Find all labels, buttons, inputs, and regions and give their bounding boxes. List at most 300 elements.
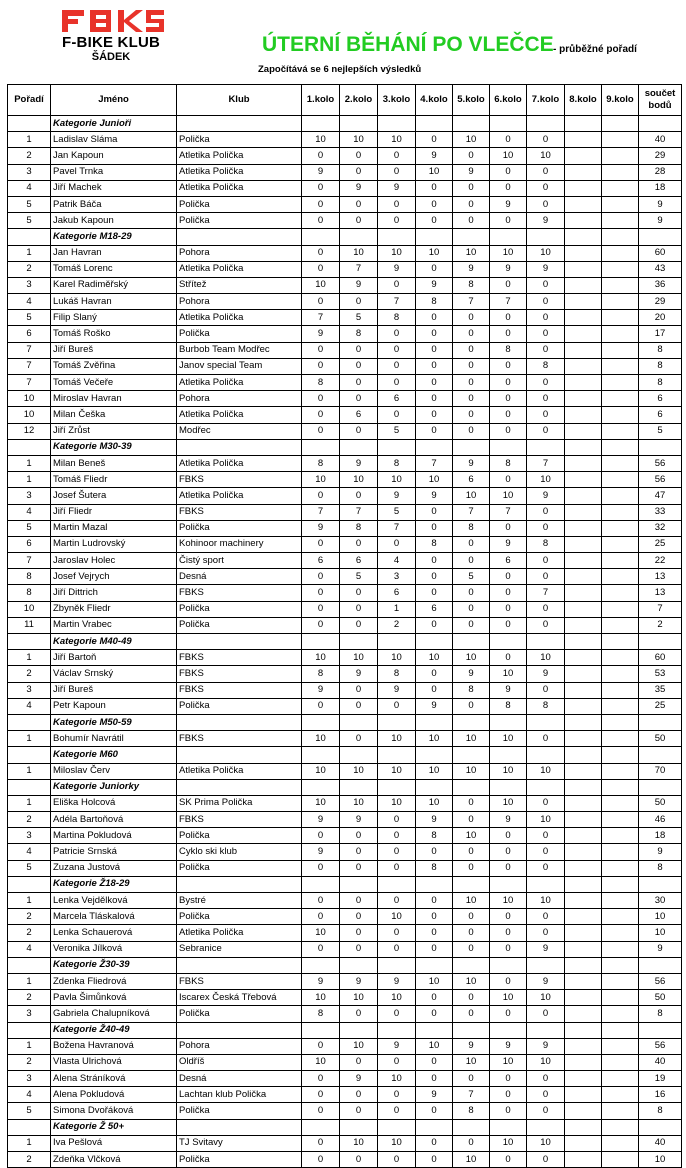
cell-name: Lenka Schauerová bbox=[51, 925, 177, 941]
cell-round-1: 0 bbox=[302, 148, 340, 164]
cell-club: Pohora bbox=[177, 391, 302, 407]
cell-round-3: 0 bbox=[378, 925, 416, 941]
cell-rank: 3 bbox=[8, 682, 51, 698]
cell-round-6: 0 bbox=[490, 277, 527, 293]
cell-round-3: 0 bbox=[378, 407, 416, 423]
cell-round-3: 0 bbox=[378, 1054, 416, 1070]
cell-round-4: 7 bbox=[416, 455, 453, 471]
category-empty-cell bbox=[565, 1119, 602, 1135]
cell-round-5: 0 bbox=[453, 310, 490, 326]
cell-round-1: 0 bbox=[302, 860, 340, 876]
category-empty-cell bbox=[177, 876, 302, 892]
table-row bbox=[8, 731, 682, 747]
cell-round-4: 6 bbox=[416, 601, 453, 617]
category-header-row bbox=[8, 876, 682, 892]
category-empty-cell bbox=[378, 779, 416, 795]
cell-round-9 bbox=[602, 860, 639, 876]
cell-round-1: 0 bbox=[302, 423, 340, 439]
cell-round-3: 1 bbox=[378, 601, 416, 617]
cell-rank: 5 bbox=[8, 520, 51, 536]
category-empty-cell bbox=[565, 116, 602, 132]
cell-round-4: 9 bbox=[416, 488, 453, 504]
table-row bbox=[8, 569, 682, 585]
category-empty-cell bbox=[602, 1119, 639, 1135]
cell-total: 56 bbox=[639, 472, 682, 488]
cell-round-1: 10 bbox=[302, 990, 340, 1006]
cell-club: Polička bbox=[177, 213, 302, 229]
category-empty-cell bbox=[490, 116, 527, 132]
category-empty-cell bbox=[378, 1022, 416, 1038]
cell-round-7: 0 bbox=[527, 731, 565, 747]
cell-round-6: 10 bbox=[490, 731, 527, 747]
cell-round-3: 0 bbox=[378, 536, 416, 552]
cell-rank: 6 bbox=[8, 326, 51, 342]
cell-round-5: 10 bbox=[453, 973, 490, 989]
cell-rank: 1 bbox=[8, 795, 51, 811]
cell-total: 8 bbox=[639, 860, 682, 876]
cell-round-7: 0 bbox=[527, 1152, 565, 1168]
category-empty-cell bbox=[490, 1022, 527, 1038]
cell-round-4: 0 bbox=[416, 1071, 453, 1087]
cell-round-6: 0 bbox=[490, 973, 527, 989]
cell-total: 8 bbox=[639, 375, 682, 391]
cell-round-9 bbox=[602, 261, 639, 277]
cell-round-8 bbox=[565, 569, 602, 585]
category-empty-cell bbox=[340, 747, 378, 763]
category-empty-cell bbox=[416, 876, 453, 892]
cell-round-6: 9 bbox=[490, 536, 527, 552]
cell-round-4: 8 bbox=[416, 860, 453, 876]
cell-round-6: 0 bbox=[490, 1006, 527, 1022]
cell-round-3: 6 bbox=[378, 585, 416, 601]
cell-round-4: 0 bbox=[416, 1103, 453, 1119]
table-row bbox=[8, 909, 682, 925]
table-row bbox=[8, 375, 682, 391]
category-empty-cell bbox=[565, 634, 602, 650]
cell-name: Zuzana Justová bbox=[51, 860, 177, 876]
cell-round-3: 10 bbox=[378, 1071, 416, 1087]
cell-round-4: 9 bbox=[416, 1087, 453, 1103]
cell-round-4: 0 bbox=[416, 358, 453, 374]
cell-club: Atletika Polička bbox=[177, 180, 302, 196]
category-empty-cell bbox=[453, 957, 490, 973]
cell-round-1: 8 bbox=[302, 666, 340, 682]
cell-round-4: 0 bbox=[416, 553, 453, 569]
cell-round-5: 0 bbox=[453, 925, 490, 941]
cell-total: 70 bbox=[639, 763, 682, 779]
category-empty-cell bbox=[639, 1119, 682, 1135]
cell-round-3: 0 bbox=[378, 326, 416, 342]
cell-round-3: 2 bbox=[378, 617, 416, 633]
cell-rank: 5 bbox=[8, 860, 51, 876]
cell-round-1: 0 bbox=[302, 601, 340, 617]
cell-round-5: 0 bbox=[453, 342, 490, 358]
cell-round-1: 0 bbox=[302, 828, 340, 844]
cell-round-3: 0 bbox=[378, 1006, 416, 1022]
cell-round-4: 0 bbox=[416, 1006, 453, 1022]
cell-name: Martin Mazal bbox=[51, 520, 177, 536]
cell-round-9 bbox=[602, 1071, 639, 1087]
cell-round-1: 0 bbox=[302, 213, 340, 229]
cell-name: Eliška Holcová bbox=[51, 795, 177, 811]
cell-round-8 bbox=[565, 617, 602, 633]
category-rank-cell bbox=[8, 779, 51, 795]
cell-rank: 7 bbox=[8, 342, 51, 358]
cell-club: Polička bbox=[177, 326, 302, 342]
cell-round-2: 0 bbox=[340, 148, 378, 164]
cell-round-9 bbox=[602, 1103, 639, 1119]
col-header-name: Jméno bbox=[51, 85, 177, 116]
cell-round-3: 4 bbox=[378, 553, 416, 569]
category-label: Kategorie Juniorky bbox=[51, 779, 177, 795]
table-row bbox=[8, 844, 682, 860]
cell-round-7: 10 bbox=[527, 1135, 565, 1151]
cell-round-3: 10 bbox=[378, 909, 416, 925]
category-label: Kategorie Ž40-49 bbox=[51, 1022, 177, 1038]
cell-name: Martina Pokludová bbox=[51, 828, 177, 844]
cell-round-5: 10 bbox=[453, 828, 490, 844]
cell-round-8 bbox=[565, 666, 602, 682]
cell-club: Atletika Polička bbox=[177, 407, 302, 423]
cell-round-5: 6 bbox=[453, 472, 490, 488]
col-header-round-9: 9.kolo bbox=[602, 85, 639, 116]
cell-round-6: 0 bbox=[490, 650, 527, 666]
cell-round-8 bbox=[565, 472, 602, 488]
cell-round-4: 0 bbox=[416, 941, 453, 957]
cell-round-3: 10 bbox=[378, 132, 416, 148]
cell-round-2: 0 bbox=[340, 617, 378, 633]
category-empty-cell bbox=[177, 747, 302, 763]
cell-round-8 bbox=[565, 455, 602, 471]
cell-round-7: 0 bbox=[527, 196, 565, 212]
cell-round-5: 0 bbox=[453, 941, 490, 957]
cell-total: 6 bbox=[639, 391, 682, 407]
cell-round-3: 9 bbox=[378, 180, 416, 196]
cell-round-8 bbox=[565, 812, 602, 828]
cell-round-5: 9 bbox=[453, 455, 490, 471]
cell-round-9 bbox=[602, 407, 639, 423]
category-header-row bbox=[8, 957, 682, 973]
cell-club: Sebranice bbox=[177, 941, 302, 957]
cell-round-8 bbox=[565, 990, 602, 1006]
cell-club: Polička bbox=[177, 909, 302, 925]
cell-round-8 bbox=[565, 261, 602, 277]
cell-round-2: 9 bbox=[340, 1071, 378, 1087]
cell-round-7: 7 bbox=[527, 585, 565, 601]
col-header-round-4: 4.kolo bbox=[416, 85, 453, 116]
cell-round-9 bbox=[602, 310, 639, 326]
cell-round-6: 9 bbox=[490, 682, 527, 698]
cell-round-3: 0 bbox=[378, 148, 416, 164]
cell-round-9 bbox=[602, 941, 639, 957]
table-row bbox=[8, 1038, 682, 1054]
cell-round-5: 0 bbox=[453, 196, 490, 212]
category-empty-cell bbox=[453, 634, 490, 650]
cell-round-1: 9 bbox=[302, 682, 340, 698]
col-header-round-3: 3.kolo bbox=[378, 85, 416, 116]
page-title: ÚTERNÍ BĚHÁNÍ PO VLEČCE bbox=[262, 33, 554, 56]
table-row bbox=[8, 1103, 682, 1119]
cell-round-7: 0 bbox=[527, 423, 565, 439]
cell-round-2: 0 bbox=[340, 925, 378, 941]
cell-round-3: 3 bbox=[378, 569, 416, 585]
cell-round-3: 0 bbox=[378, 375, 416, 391]
cell-round-1: 0 bbox=[302, 196, 340, 212]
cell-club: Atletika Polička bbox=[177, 488, 302, 504]
cell-round-1: 10 bbox=[302, 1054, 340, 1070]
cell-name: Lenka Vejdělková bbox=[51, 893, 177, 909]
table-row bbox=[8, 310, 682, 326]
category-empty-cell bbox=[639, 634, 682, 650]
cell-name: Božena Havranová bbox=[51, 1038, 177, 1054]
cell-total: 17 bbox=[639, 326, 682, 342]
cell-round-1: 0 bbox=[302, 909, 340, 925]
cell-club: Atletika Polička bbox=[177, 925, 302, 941]
cell-round-2: 0 bbox=[340, 844, 378, 860]
cell-round-5: 0 bbox=[453, 423, 490, 439]
cell-round-8 bbox=[565, 925, 602, 941]
cell-total: 8 bbox=[639, 1006, 682, 1022]
category-empty-cell bbox=[565, 1022, 602, 1038]
category-empty-cell bbox=[378, 116, 416, 132]
cell-round-2: 0 bbox=[340, 585, 378, 601]
cell-round-2: 0 bbox=[340, 1006, 378, 1022]
cell-round-6: 10 bbox=[490, 1054, 527, 1070]
cell-round-6: 10 bbox=[490, 488, 527, 504]
table-row bbox=[8, 132, 682, 148]
cell-total: 33 bbox=[639, 504, 682, 520]
category-label: Kategorie M18-29 bbox=[51, 229, 177, 245]
cell-rank: 4 bbox=[8, 504, 51, 520]
cell-round-5: 8 bbox=[453, 277, 490, 293]
cell-round-6: 0 bbox=[490, 1087, 527, 1103]
cell-round-1: 0 bbox=[302, 617, 340, 633]
cell-round-2: 7 bbox=[340, 261, 378, 277]
cell-round-7: 10 bbox=[527, 812, 565, 828]
cell-round-3: 0 bbox=[378, 213, 416, 229]
cell-round-8 bbox=[565, 763, 602, 779]
cell-club: FBKS bbox=[177, 585, 302, 601]
cell-name: Jiří Bartoň bbox=[51, 650, 177, 666]
category-empty-cell bbox=[177, 229, 302, 245]
table-row bbox=[8, 1135, 682, 1151]
category-empty-cell bbox=[453, 779, 490, 795]
category-empty-cell bbox=[527, 439, 565, 455]
category-empty-cell bbox=[302, 229, 340, 245]
cell-round-1: 7 bbox=[302, 310, 340, 326]
cell-round-8 bbox=[565, 407, 602, 423]
cell-round-9 bbox=[602, 698, 639, 714]
cell-round-2: 0 bbox=[340, 488, 378, 504]
cell-round-2: 9 bbox=[340, 973, 378, 989]
cell-round-2: 0 bbox=[340, 391, 378, 407]
cell-name: Filip Slaný bbox=[51, 310, 177, 326]
cell-round-4: 0 bbox=[416, 342, 453, 358]
cell-total: 43 bbox=[639, 261, 682, 277]
cell-round-6: 10 bbox=[490, 893, 527, 909]
cell-club: Polička bbox=[177, 1103, 302, 1119]
cell-round-5: 0 bbox=[453, 213, 490, 229]
cell-round-4: 9 bbox=[416, 698, 453, 714]
cell-round-6: 10 bbox=[490, 245, 527, 261]
cell-round-5: 5 bbox=[453, 569, 490, 585]
table-row bbox=[8, 763, 682, 779]
cell-round-2: 0 bbox=[340, 196, 378, 212]
cell-round-7: 9 bbox=[527, 973, 565, 989]
category-empty-cell bbox=[302, 714, 340, 730]
cell-round-1: 10 bbox=[302, 925, 340, 941]
cell-round-9 bbox=[602, 682, 639, 698]
cell-round-4: 0 bbox=[416, 682, 453, 698]
cell-round-1: 0 bbox=[302, 536, 340, 552]
cell-round-8 bbox=[565, 828, 602, 844]
cell-round-5: 0 bbox=[453, 148, 490, 164]
cell-rank: 1 bbox=[8, 245, 51, 261]
cell-round-7: 0 bbox=[527, 326, 565, 342]
category-empty-cell bbox=[302, 634, 340, 650]
cell-club: Bystré bbox=[177, 893, 302, 909]
cell-round-6: 0 bbox=[490, 423, 527, 439]
cell-round-4: 0 bbox=[416, 132, 453, 148]
table-row bbox=[8, 698, 682, 714]
cell-round-8 bbox=[565, 731, 602, 747]
cell-round-4: 0 bbox=[416, 990, 453, 1006]
category-empty-cell bbox=[639, 957, 682, 973]
table-row bbox=[8, 148, 682, 164]
category-empty-cell bbox=[340, 1119, 378, 1135]
cell-round-3: 10 bbox=[378, 472, 416, 488]
cell-round-5: 10 bbox=[453, 650, 490, 666]
cell-round-1: 0 bbox=[302, 1135, 340, 1151]
cell-total: 9 bbox=[639, 213, 682, 229]
cell-round-6: 0 bbox=[490, 132, 527, 148]
cell-club: Pohora bbox=[177, 294, 302, 310]
cell-name: Alena Stráníková bbox=[51, 1071, 177, 1087]
cell-club: Pohora bbox=[177, 245, 302, 261]
cell-round-4: 0 bbox=[416, 844, 453, 860]
table-row bbox=[8, 1152, 682, 1168]
cell-round-5: 0 bbox=[453, 326, 490, 342]
cell-round-2: 0 bbox=[340, 342, 378, 358]
cell-total: 8 bbox=[639, 358, 682, 374]
cell-round-3: 0 bbox=[378, 1103, 416, 1119]
category-rank-cell bbox=[8, 957, 51, 973]
table-row bbox=[8, 601, 682, 617]
cell-round-7: 9 bbox=[527, 666, 565, 682]
cell-name: Marcela Tláskalová bbox=[51, 909, 177, 925]
cell-round-4: 8 bbox=[416, 294, 453, 310]
cell-total: 53 bbox=[639, 666, 682, 682]
cell-round-1: 10 bbox=[302, 795, 340, 811]
cell-round-2: 0 bbox=[340, 731, 378, 747]
cell-round-5: 10 bbox=[453, 1054, 490, 1070]
category-empty-cell bbox=[527, 779, 565, 795]
cell-club: Iscarex Česká Třebová bbox=[177, 990, 302, 1006]
cell-round-5: 8 bbox=[453, 520, 490, 536]
cell-round-8 bbox=[565, 132, 602, 148]
cell-total: 60 bbox=[639, 245, 682, 261]
table-row bbox=[8, 358, 682, 374]
cell-total: 30 bbox=[639, 893, 682, 909]
category-header-row bbox=[8, 779, 682, 795]
cell-rank: 8 bbox=[8, 585, 51, 601]
cell-round-6: 0 bbox=[490, 164, 527, 180]
cell-round-1: 0 bbox=[302, 585, 340, 601]
category-empty-cell bbox=[302, 876, 340, 892]
cell-round-1: 0 bbox=[302, 1152, 340, 1168]
cell-club: Atletika Polička bbox=[177, 455, 302, 471]
cell-total: 56 bbox=[639, 973, 682, 989]
category-rank-cell bbox=[8, 1119, 51, 1135]
cell-round-6: 9 bbox=[490, 812, 527, 828]
cell-round-7: 0 bbox=[527, 617, 565, 633]
cell-round-4: 0 bbox=[416, 1054, 453, 1070]
cell-round-9 bbox=[602, 617, 639, 633]
cell-round-7: 0 bbox=[527, 407, 565, 423]
cell-round-8 bbox=[565, 1054, 602, 1070]
category-empty-cell bbox=[453, 747, 490, 763]
col-header-rank: Pořadí bbox=[8, 85, 51, 116]
cell-round-9 bbox=[602, 536, 639, 552]
cell-rank: 1 bbox=[8, 1038, 51, 1054]
cell-round-3: 7 bbox=[378, 520, 416, 536]
table-row bbox=[8, 164, 682, 180]
cell-round-3: 9 bbox=[378, 973, 416, 989]
cell-total: 7 bbox=[639, 601, 682, 617]
table-row bbox=[8, 213, 682, 229]
cell-total: 40 bbox=[639, 1135, 682, 1151]
table-row bbox=[8, 860, 682, 876]
category-empty-cell bbox=[177, 779, 302, 795]
cell-club: Polička bbox=[177, 860, 302, 876]
cell-round-8 bbox=[565, 1135, 602, 1151]
col-header-round-6: 6.kolo bbox=[490, 85, 527, 116]
cell-club: FBKS bbox=[177, 666, 302, 682]
cell-round-5: 0 bbox=[453, 990, 490, 1006]
cell-round-5: 0 bbox=[453, 1135, 490, 1151]
category-empty-cell bbox=[639, 439, 682, 455]
cell-round-1: 0 bbox=[302, 569, 340, 585]
cell-round-6: 0 bbox=[490, 326, 527, 342]
cell-round-4: 0 bbox=[416, 585, 453, 601]
category-empty-cell bbox=[527, 747, 565, 763]
cell-round-4: 9 bbox=[416, 277, 453, 293]
cell-club: Oldříš bbox=[177, 1054, 302, 1070]
cell-round-8 bbox=[565, 294, 602, 310]
category-empty-cell bbox=[490, 957, 527, 973]
cell-round-3: 9 bbox=[378, 682, 416, 698]
cell-round-5: 0 bbox=[453, 391, 490, 407]
cell-round-8 bbox=[565, 488, 602, 504]
cell-round-3: 10 bbox=[378, 650, 416, 666]
cell-total: 35 bbox=[639, 682, 682, 698]
cell-round-7: 7 bbox=[527, 455, 565, 471]
cell-round-4: 10 bbox=[416, 795, 453, 811]
cell-round-9 bbox=[602, 812, 639, 828]
cell-round-1: 0 bbox=[302, 1038, 340, 1054]
cell-round-8 bbox=[565, 973, 602, 989]
cell-total: 46 bbox=[639, 812, 682, 828]
category-empty-cell bbox=[302, 439, 340, 455]
cell-club: Atletika Polička bbox=[177, 375, 302, 391]
cell-rank: 1 bbox=[8, 1135, 51, 1151]
cell-round-6: 0 bbox=[490, 925, 527, 941]
scoring-note: Započítává se 6 nejlepších výsledků bbox=[258, 64, 422, 75]
cell-name: Karel Radiměřský bbox=[51, 277, 177, 293]
table-row bbox=[8, 455, 682, 471]
table-header-row bbox=[8, 85, 682, 116]
category-label: Kategorie M30-39 bbox=[51, 439, 177, 455]
